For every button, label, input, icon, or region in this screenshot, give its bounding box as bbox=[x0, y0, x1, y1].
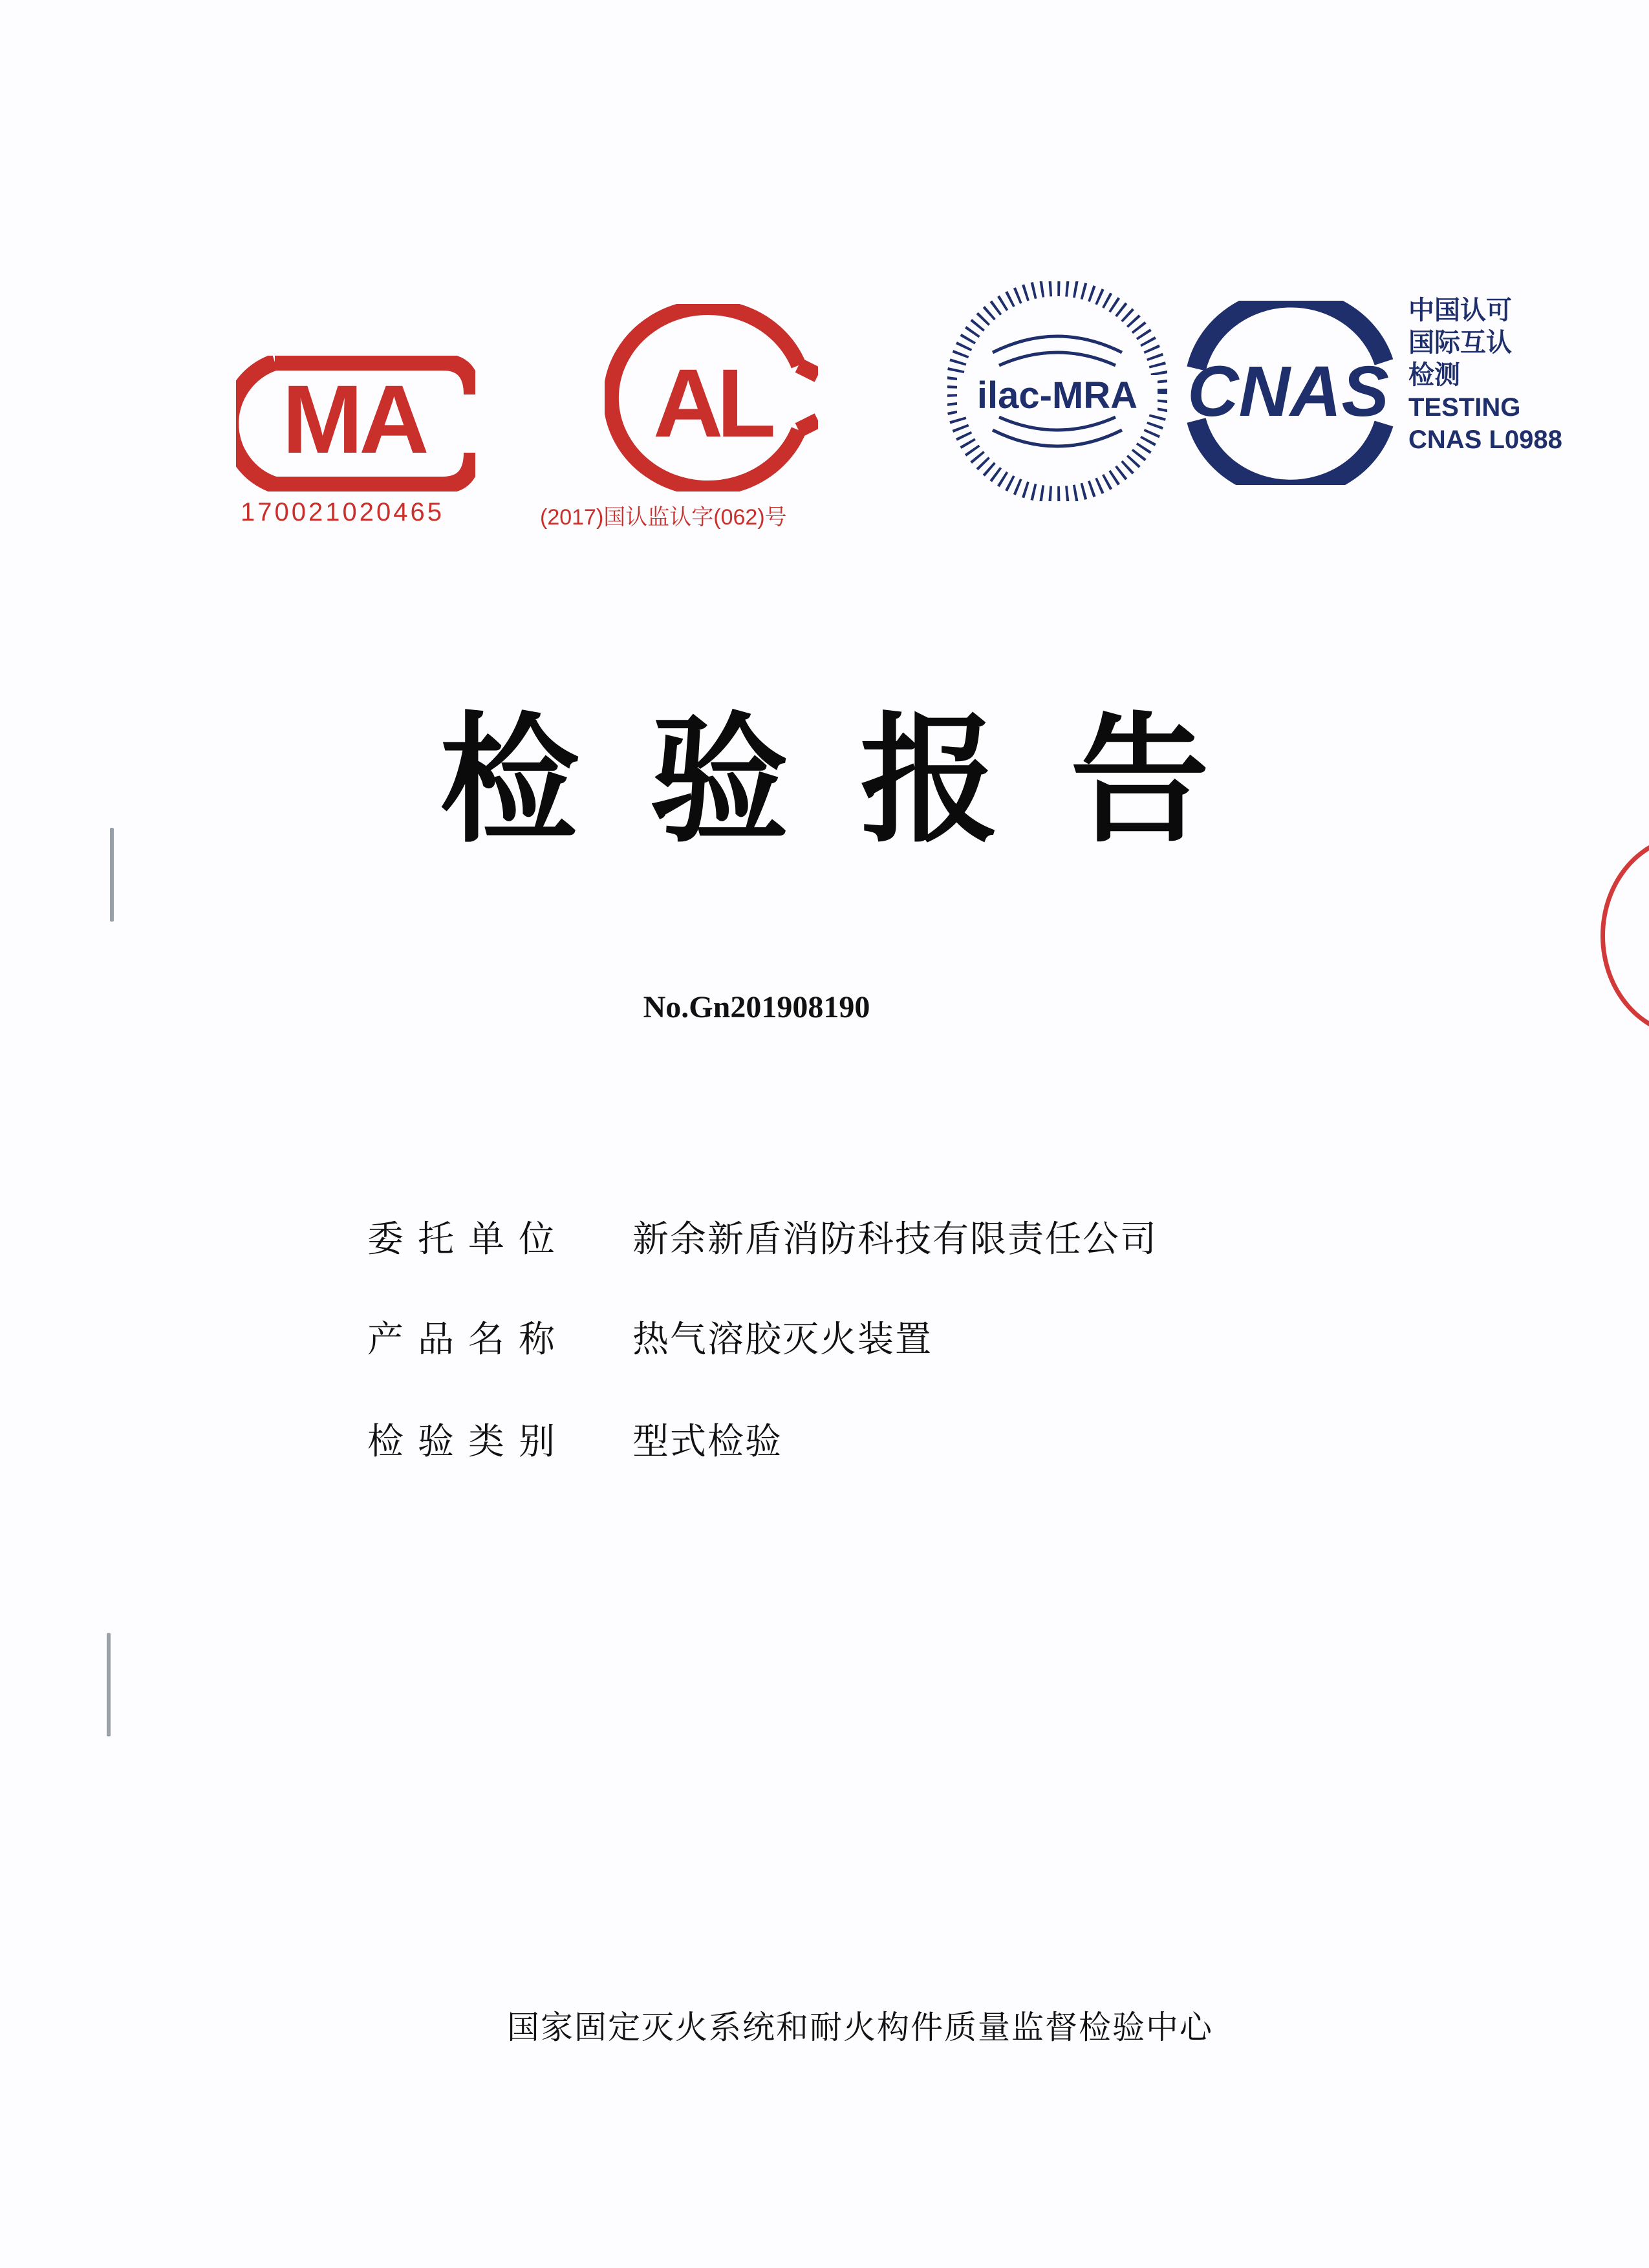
client-label: 委托单位 bbox=[367, 1218, 569, 1260]
cal-caption: (2017)国认监认字(062)号 bbox=[540, 505, 787, 530]
cnas-line-1: 中国认可 bbox=[1408, 296, 1512, 325]
cal-logo bbox=[605, 304, 818, 491]
cma-number: 170021020465 bbox=[241, 498, 444, 526]
binding-staple-bottom bbox=[107, 1633, 111, 1736]
cma-logo bbox=[236, 356, 475, 491]
client-value: 新余新盾消防科技有限责任公司 bbox=[632, 1218, 1158, 1260]
info-row-product bbox=[367, 1311, 932, 1363]
cnas-line-3: 检测 bbox=[1408, 361, 1460, 389]
report-number: No.Gn201908190 bbox=[643, 990, 870, 1024]
product-value: 热气溶胶灭火装置 bbox=[632, 1319, 932, 1361]
cal-logo-text: AL bbox=[653, 349, 770, 457]
cma-logo-text: MA bbox=[282, 365, 426, 473]
info-row-category bbox=[367, 1413, 782, 1465]
cnas-line-2: 国际互认 bbox=[1408, 329, 1512, 357]
ilac-mra-text: ilac-MRA bbox=[976, 374, 1138, 416]
cnas-logo-text: CNAS bbox=[1187, 352, 1389, 431]
report-title: 检验报告 bbox=[440, 699, 1280, 861]
category-label: 检验类别 bbox=[367, 1421, 569, 1463]
cnas-line-5: CNAS L0988 bbox=[1408, 426, 1562, 454]
cnas-line-4: TESTING bbox=[1408, 393, 1521, 422]
cnas-accreditation-text bbox=[1408, 294, 1562, 456]
issuing-institution: 国家固定灭火系统和耐火构件质量监督检验中心 bbox=[507, 2009, 1213, 2046]
category-value: 型式检验 bbox=[632, 1421, 782, 1463]
cnas-logo bbox=[1170, 301, 1406, 485]
product-label: 产品名称 bbox=[367, 1319, 569, 1361]
ilac-mra-logo bbox=[947, 281, 1167, 501]
info-row-client bbox=[367, 1211, 1158, 1262]
